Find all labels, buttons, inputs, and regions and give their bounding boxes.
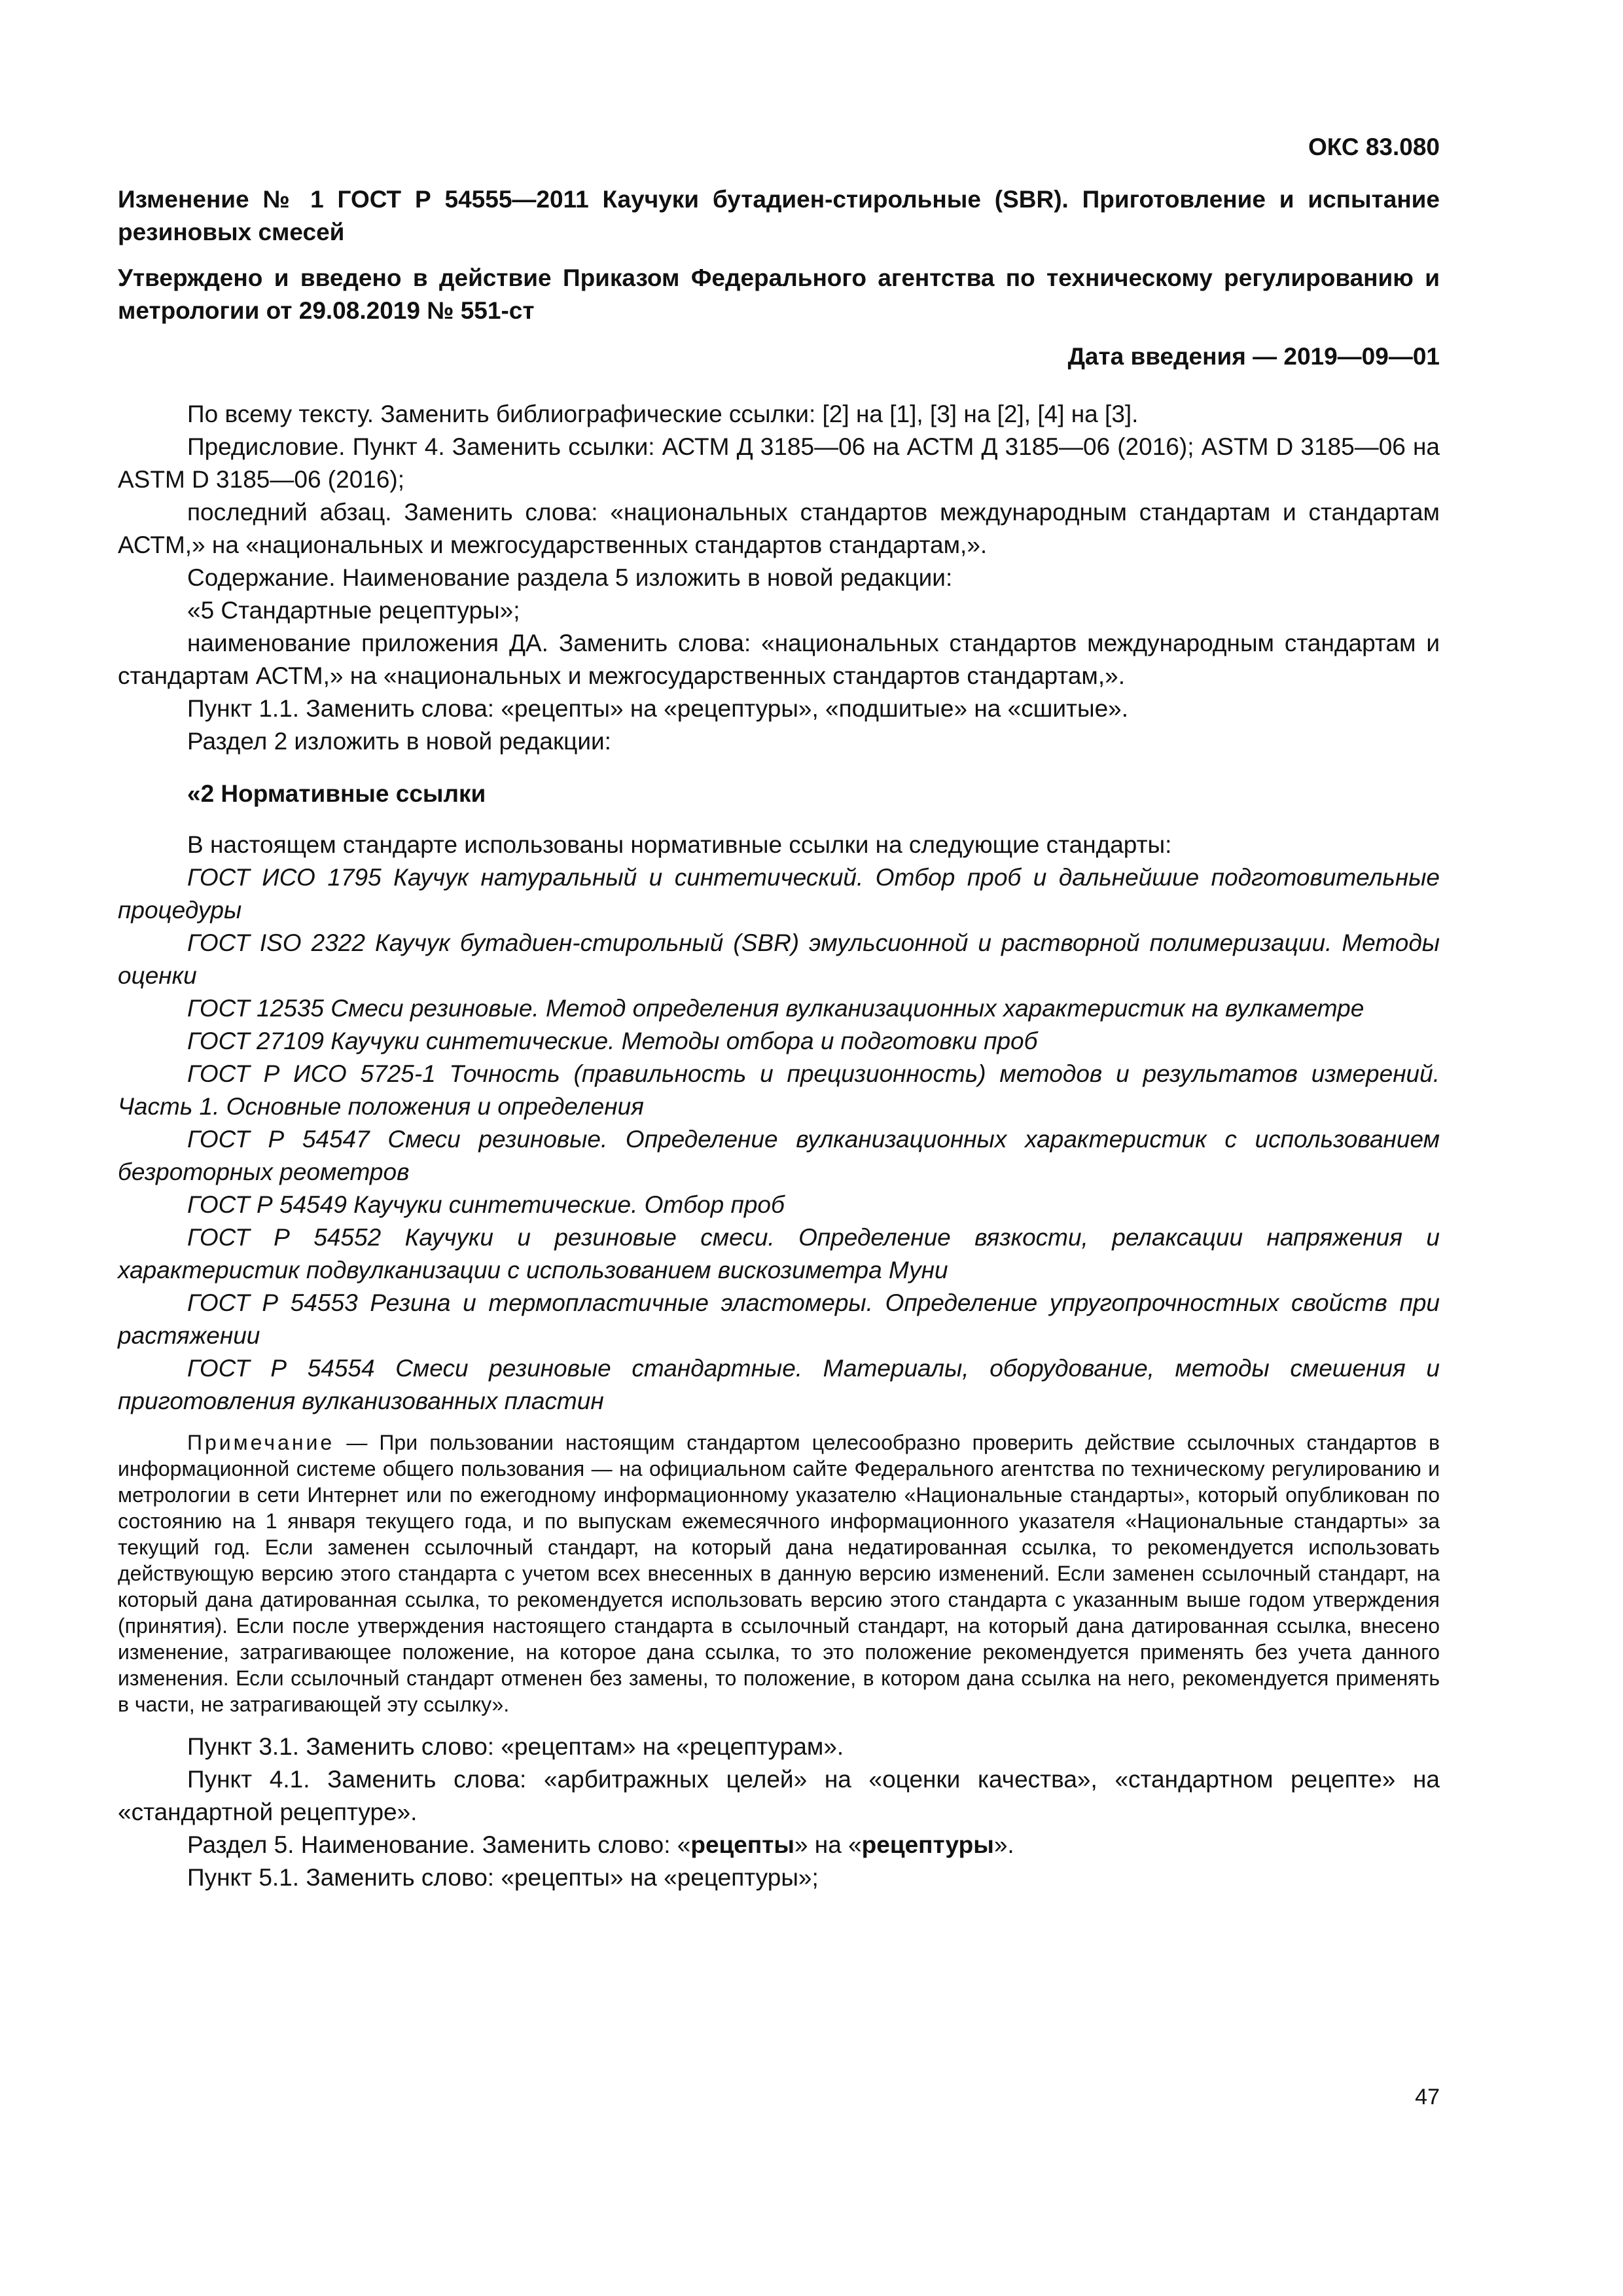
page-number: 47 (1415, 2085, 1440, 2109)
paragraph: последний абзац. Заменить слова: «национальных стандартов международным стандартам и стандартам АСТМ,» на «национальных и межгосударственных стандартов стандартам,». (118, 499, 1440, 558)
change-title: Изменение № 1 ГОСТ Р 54555—2011 Каучуки бутадиен-стирольные (SBR). Приготовление и испытание резиновых смесей (118, 186, 1440, 245)
paragraph: Пункт 1.1. Заменить слова: «рецепты» на «рецептуры», «подшитые» на «сшитые». (187, 695, 1129, 722)
paragraph: Содержание. Наименование раздела 5 изложить в новой редакции: (187, 564, 953, 591)
reference-item: ГОСТ Р 54553 Резина и термопластичные эластомеры. Определение упругопрочностных свойств при растяжении (118, 1289, 1440, 1349)
text-run: » на « (794, 1831, 862, 1858)
okc-code: ОКС 83.080 (1308, 134, 1440, 160)
bold-word: рецепты (690, 1831, 794, 1858)
text-run: Раздел 5. Наименование. Заменить слово: « (187, 1831, 691, 1858)
paragraph: Пункт 3.1. Заменить слово: «рецептам» на «рецептурам». (187, 1733, 844, 1760)
refs-intro: В настоящем стандарте использованы нормативные ссылки на следующие стандарты: (187, 831, 1172, 858)
paragraph: «5 Стандартные рецептуры»; (187, 597, 520, 624)
paragraph: Пункт 4.1. Заменить слова: «арбитражных целей» на «оценки качества», «стандартном рецепте» на «стандартной рецептуре». (118, 1766, 1440, 1825)
document-page (118, 131, 1440, 1894)
note-label: Примечание (187, 1431, 335, 1454)
reference-item: ГОСТ ISO 2322 Каучук бутадиен-стирольный (SBR) эмульсионной и растворной полимеризации. Методы оценки (118, 929, 1440, 989)
paragraph: По всему тексту. Заменить библиографические ссылки: [2] на [1], [3] на [2], [4] на [3]. (187, 401, 1139, 427)
approval-statement: Утверждено и введено в действие Приказом Федерального агентства по техническому регулированию и метрологии от 29.08.2019 № 551-ст (118, 264, 1440, 324)
reference-item: ГОСТ Р 54547 Смеси резиновые. Определение вулканизационных характеристик с использованием безроторных реометров (118, 1126, 1440, 1185)
introduction-date: Дата введения — 2019—09—01 (1067, 343, 1440, 370)
reference-item: ГОСТ 27109 Каучуки синтетические. Методы отбора и подготовки проб (187, 1028, 1038, 1054)
reference-item: ГОСТ Р 54552 Каучуки и резиновые смеси. Определение вязкости, релаксации напряжения и характеристик подвулканизации с использованием вискозиметра Муни (118, 1224, 1440, 1283)
section-title: «2 Нормативные ссылки (187, 780, 486, 807)
note-text: — При пользовании настоящим стандартом целесообразно проверить действие ссылочных стандартов в информационной системе общего пользования — на официальном сайте Федерального агентства по техническому регулированию и метрологии в сети Интернет или по ежегодному информационному указателю «Национальные стандарты», который опубликован по состоянию на 1 января текущего года, и по выпускам ежемесячного информационного указателя «Национальные стандарты» за текущий год. Если заменен ссылочный стандарт, на который дана недатированная ссылка, то рекомендуется использовать действующую версию этого стандарта с учетом всех внесенных в данную версию изменений. Если заменен ссылочный стандарт, на который дана датированная ссылка, то рекомендуется использовать версию этого стандарта с указанным выше годом утверждения (принятия). Если после утверждения настоящего стандарта в ссылочный стандарт, на который дана датированная ссылка, внесено изменение, затрагивающее положение, на которое дана ссылка, то это положение рекомендуется применять без учета данного изменения. Если ссылочный стандарт отменен без замены, то положение, в котором дана ссылка на него, рекомендуется применять в части, не затрагивающей эту ссылку». (118, 1431, 1440, 1716)
paragraph: Пункт 5.1. Заменить слово: «рецепты» на «рецептуры»; (187, 1864, 819, 1891)
bold-word: рецептуры (861, 1831, 994, 1858)
paragraph: Предисловие. Пункт 4. Заменить ссылки: АСТМ Д 3185—06 на АСТМ Д 3185—06 (2016); ASTM D 3185—06 на ASTM D 3185—06 (2016); (118, 433, 1440, 493)
reference-item: ГОСТ Р 54549 Каучуки синтетические. Отбор проб (187, 1191, 785, 1218)
paragraph: Раздел 2 изложить в новой редакции: (187, 728, 611, 755)
reference-item: ГОСТ ИСО 1795 Каучук натуральный и синтетический. Отбор проб и дальнейшие подготовительные процедуры (118, 864, 1440, 924)
paragraph (118, 1829, 1440, 1861)
paragraph: наименование приложения ДА. Заменить слова: «национальных стандартов международным стандартам и стандартам АСТМ,» на «национальных и межгосударственных стандартов стандартам,». (118, 630, 1440, 689)
note (118, 1429, 1440, 1717)
reference-item: ГОСТ Р 54554 Смеси резиновые стандартные. Материалы, оборудование, методы смешения и приготовления вулканизованных пластин (118, 1355, 1440, 1414)
text-run: ». (993, 1831, 1014, 1858)
reference-item: ГОСТ 12535 Смеси резиновые. Метод определения вулканизационных характеристик на вулкаметре (187, 995, 1364, 1022)
reference-item: ГОСТ Р ИСО 5725-1 Точность (правильность и прецизионность) методов и результатов измерений. Часть 1. Основные положения и определения (118, 1060, 1440, 1120)
